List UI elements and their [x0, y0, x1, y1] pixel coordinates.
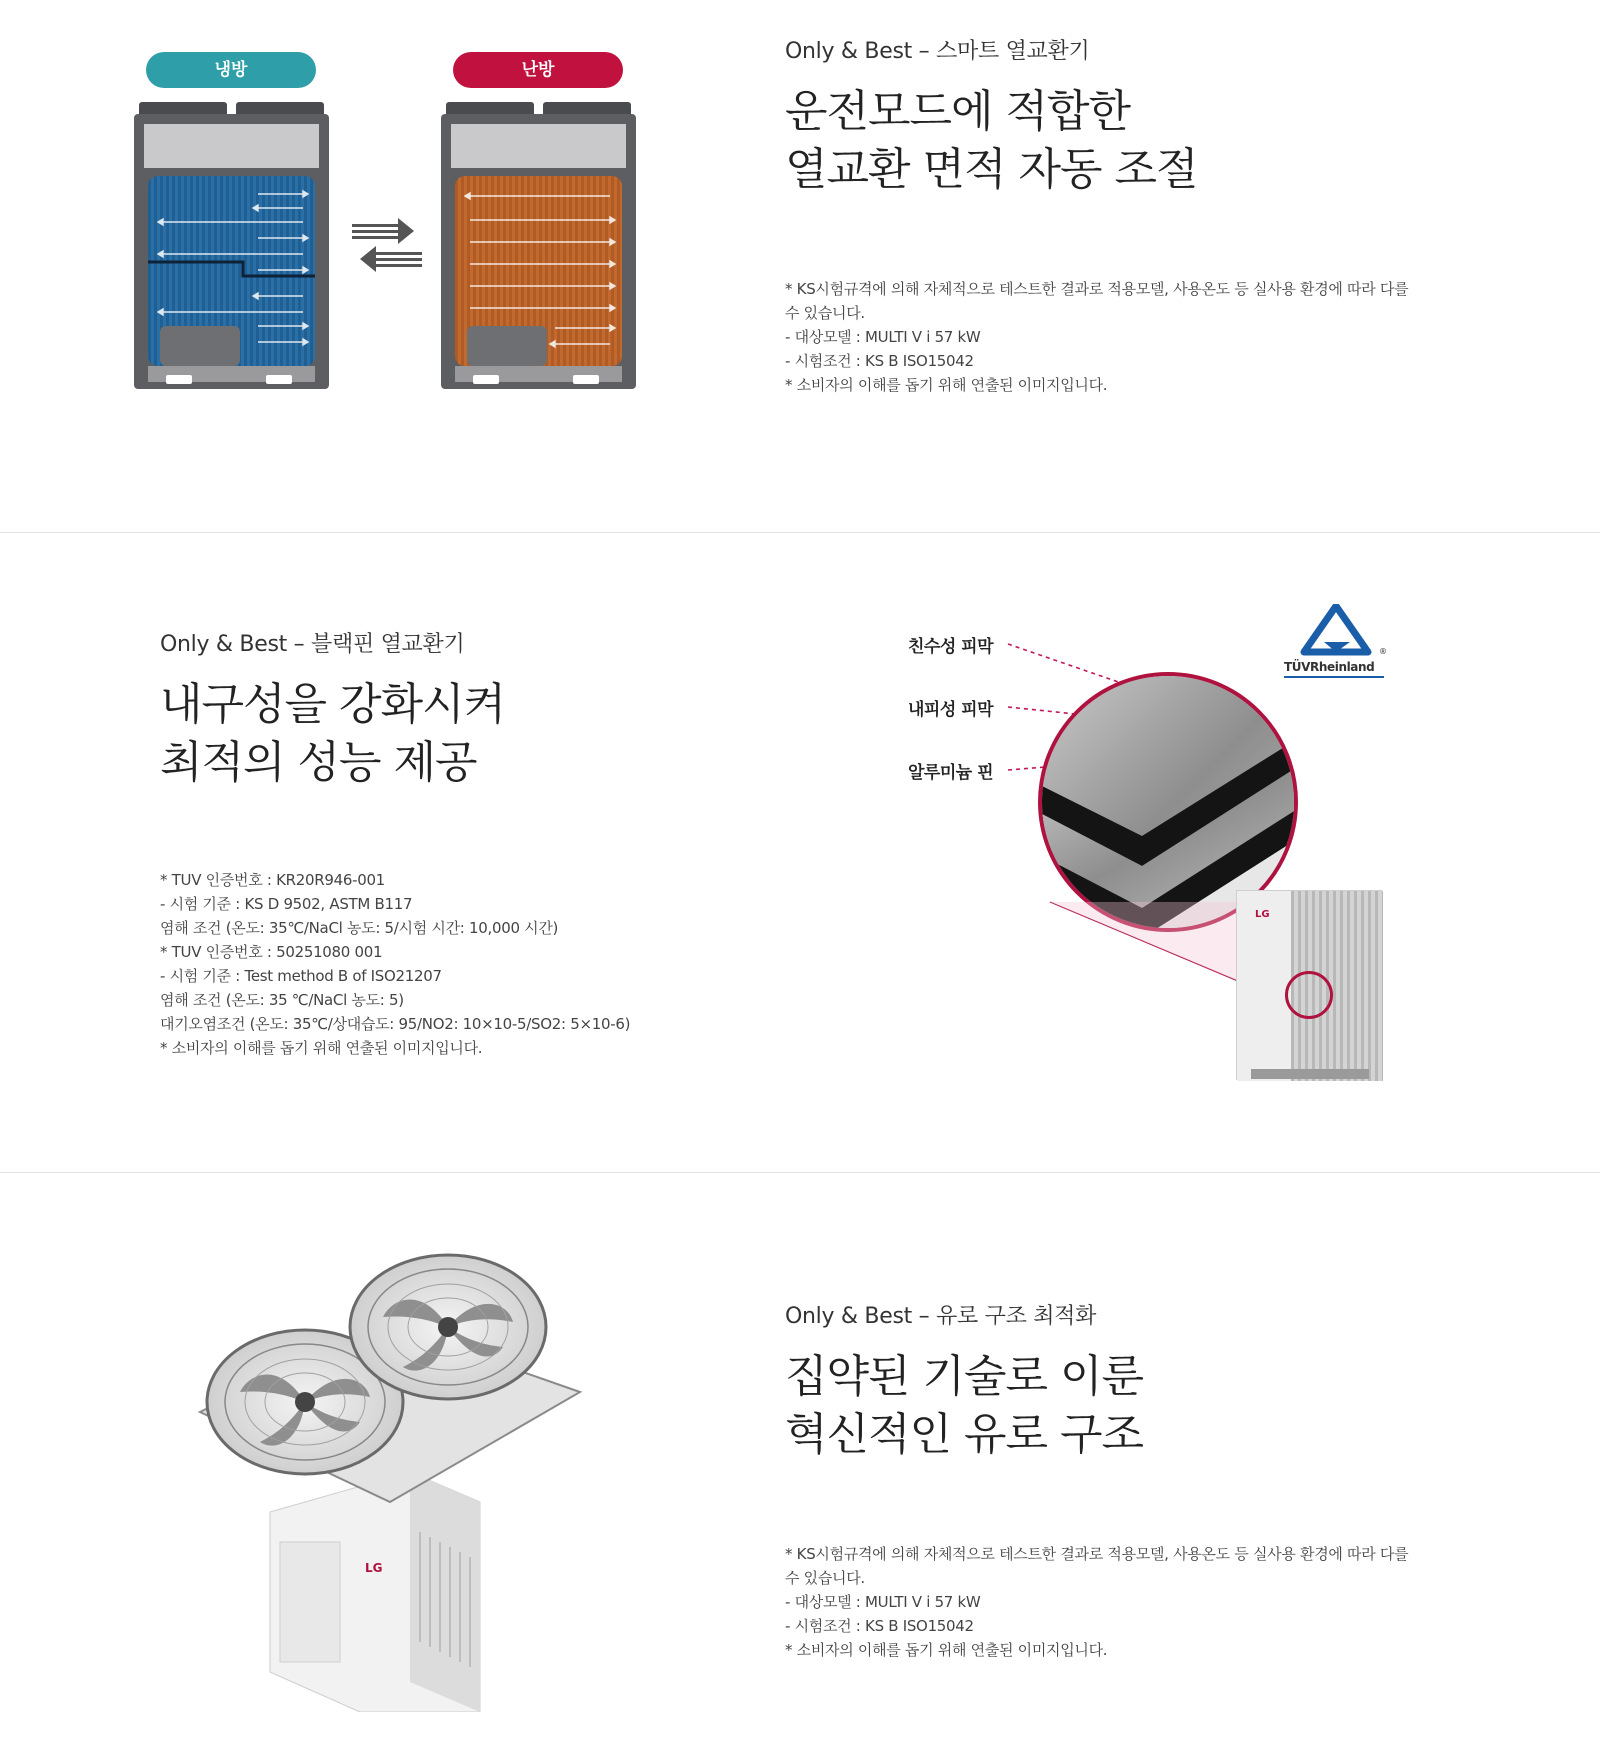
disclaimer-notes: * KS시험규격에 의해 자체적으로 테스트한 결과로 적용모델, 사용온도 등 실사용 환경에 따라 다를 수 있습니다. - 대상모델 : MULTI V i 57 kW - 시험조건 : KS B ISO15042 * 소비자의 이해를 돕기 위해 연출된 이미지입니다. — [785, 1545, 1409, 1659]
certification-notes: * TUV 인증번호 : KR20R946-001 - 시험 기준 : KS D 9502, ASTM B117 염해 조건 (온도: 35℃/NaCl 농도: 5/시험 시간: 10,000 시간) * TUV 인증번호 : 50251080 001 - 시험 기준 : Test method B of ISO21207 염해 조건 (온도: 35 ℃/NaCl 농도: 5) 대기오염조건 (온도: 35℃/상대습도: 95/NO2: 10×10-5/SO2: 5×10-6) * 소비자의 이해를 돕기 위해 연출된 이미지입니다. — [160, 871, 631, 1057]
heating-unit-illustration — [441, 114, 636, 389]
smart-exchanger-text — [785, 37, 1425, 397]
flow-structure-section — [0, 1172, 1600, 1743]
lg-logo: LG — [365, 1561, 383, 1575]
tuv-logo-text: TÜVRheinland — [1284, 660, 1384, 678]
cooling-unit-illustration — [134, 114, 329, 389]
section-headline: 내구성을 강화시켜 최적의 성능 제공 — [160, 679, 506, 788]
section-eyebrow: Only & Best – 블랙핀 열교환기 — [160, 632, 465, 657]
cooling-mode-badge: 냉방 — [146, 52, 316, 88]
section-headline: 집약된 기술로 이룬 혁신적인 유로 구조 — [785, 1351, 1144, 1460]
refrigerant-flow-arrows-icon — [455, 176, 622, 366]
black-fin-section — [0, 532, 1600, 1172]
section-headline: 운전모드에 적합한 열교환 면적 자동 조절 — [785, 86, 1198, 195]
section-eyebrow: Only & Best – 스마트 열교환기 — [785, 39, 1090, 64]
smart-heat-exchanger-section — [0, 0, 1600, 532]
black-fin-text — [160, 630, 800, 1060]
mode-switch-arrows-icon — [352, 210, 422, 280]
refrigerant-flow-arrows-icon — [148, 176, 315, 366]
disclaimer-notes: * KS시험규격에 의해 자체적으로 테스트한 결과로 적용모델, 사용온도 등 실사용 환경에 따라 다를 수 있습니다. - 대상모델 : MULTI V i 57 kW - 시험조건 : KS B ISO15042 * 소비자의 이해를 돕기 위해 연출된 이미지입니다. — [785, 280, 1409, 394]
svg-text:®: ® — [1379, 647, 1387, 656]
tuv-triangle-icon — [1284, 604, 1388, 656]
outdoor-unit-image — [1236, 890, 1382, 1080]
blue-coil — [148, 176, 315, 366]
fan-unit-illustration — [180, 1242, 600, 1712]
tuv-rheinland-logo — [1284, 604, 1388, 672]
corrosion-coating-label: 내피성 피막 — [908, 700, 994, 720]
zoom-marker-circle — [1285, 971, 1333, 1019]
twin-fan-assembly-illustration — [180, 1242, 600, 1712]
lg-logo: LG — [1255, 909, 1270, 920]
orange-coil — [455, 176, 622, 366]
heating-mode-badge: 난방 — [453, 52, 623, 88]
flow-structure-text — [785, 1302, 1425, 1662]
hydrophilic-coating-label: 친수성 피막 — [908, 637, 994, 657]
section-eyebrow: Only & Best – 유로 구조 최적화 — [785, 1304, 1097, 1329]
aluminum-fin-label: 알루미늄 핀 — [908, 763, 994, 783]
